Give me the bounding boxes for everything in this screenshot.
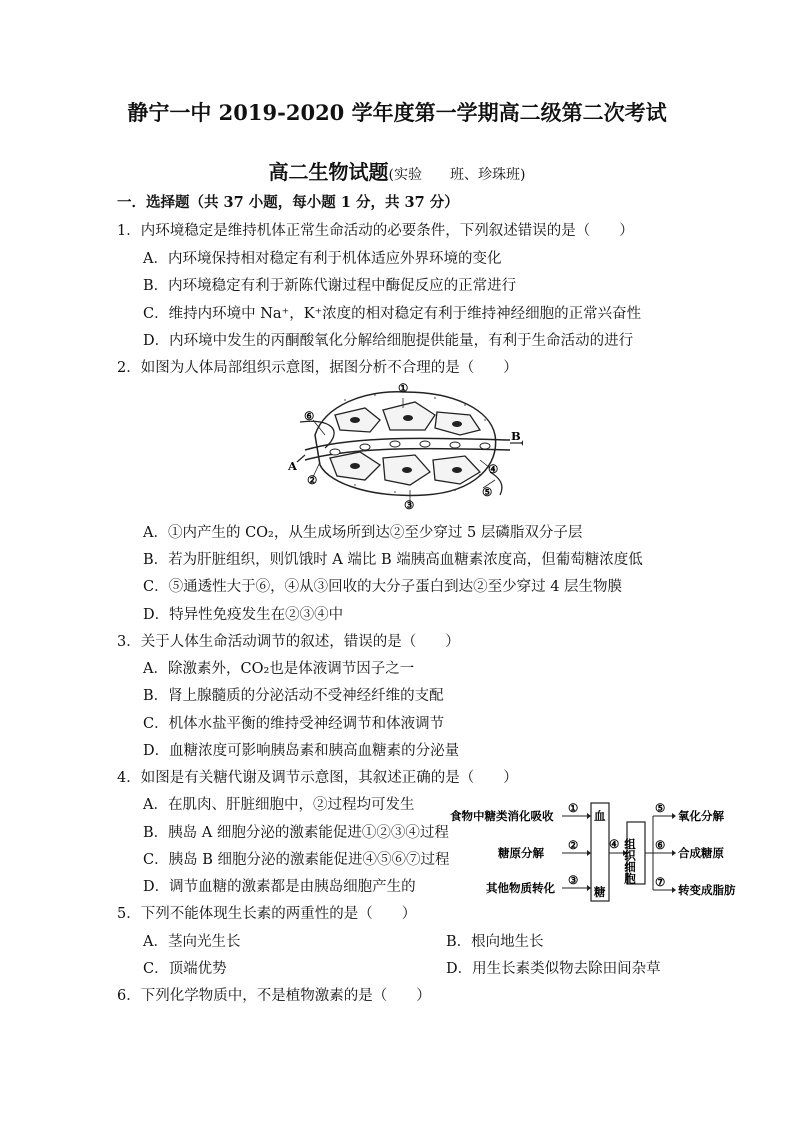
option: A．除激素外，CO₂也是体液调节因子之一 bbox=[143, 661, 415, 677]
label-6: ⑥ bbox=[304, 409, 315, 423]
tissue-diagram bbox=[285, 380, 525, 510]
option: D．调节血糖的激素都是由胰岛细胞产生的 bbox=[143, 879, 416, 895]
question-stem: 4．如图是有关糖代谢及调节示意图，其叙述正确的是（ ） bbox=[117, 770, 518, 786]
option: B．胰岛 A 细胞分泌的激素能促进①②③④过程 bbox=[143, 825, 449, 841]
mark-1: ① bbox=[568, 801, 579, 815]
label-2: ② bbox=[307, 473, 318, 487]
option: C．顶端优势 bbox=[143, 961, 227, 977]
option: D．特异性免疫发生在②③④中 bbox=[143, 607, 344, 623]
option: B．根向地生长 bbox=[446, 934, 544, 950]
label-3: ③ bbox=[404, 498, 415, 510]
source-glycogenolysis: 糖原分解 bbox=[498, 846, 544, 860]
output-glycogen: 合成糖原 bbox=[678, 846, 724, 860]
option: C．胰岛 B 细胞分泌的激素能促进④⑤⑥⑦过程 bbox=[143, 852, 450, 868]
question-stem: 5．下列不能体现生长素的两重性的是（ ） bbox=[117, 906, 417, 922]
option: C．机体水盐平衡的维持受神经调节和体液调节 bbox=[143, 716, 445, 732]
mark-4: ④ bbox=[609, 837, 620, 851]
source-digestion: 食物中糖类消化吸收 bbox=[450, 809, 554, 823]
mark-3: ③ bbox=[568, 873, 579, 887]
label-1: ① bbox=[398, 381, 409, 395]
exam-subtitle bbox=[0, 156, 794, 185]
label-B: B bbox=[511, 429, 521, 443]
option: A．在肌肉、肝脏细胞中，②过程均可发生 bbox=[143, 797, 415, 813]
option: D．血糖浓度可影响胰岛素和胰高血糖素的分泌量 bbox=[143, 743, 460, 759]
subtitle-main: 高二生物试题 bbox=[268, 160, 389, 184]
label-4: ④ bbox=[488, 462, 499, 476]
option: A．①内产生的 CO₂，从生成场所到达②至少穿过 5 层磷脂双分子层 bbox=[143, 525, 583, 541]
exam-title: 静宁一中 2019-2020 学年度第一学期高二级第二次考试 bbox=[127, 100, 667, 125]
option: C．⑤通透性大于⑥，④从③回收的大分子蛋白到达②至少穿过 4 层生物膜 bbox=[143, 579, 623, 595]
mark-7: ⑦ bbox=[655, 875, 666, 889]
option: A．茎向光生长 bbox=[143, 934, 241, 950]
option: B．若为肝脏组织，则饥饿时 A 端比 B 端胰高血糖素浓度高，但葡萄糖浓度低 bbox=[143, 552, 643, 568]
option: C．维持内环境中 Na⁺，K⁺浓度的相对稳定有利于维持神经细胞的正常兴奋性 bbox=[143, 306, 642, 322]
question-stem: 1．内环境稳定是维持机体正常生命活动的必要条件，下列叙述错误的是（ ） bbox=[117, 223, 634, 239]
output-oxidation: 氧化分解 bbox=[678, 809, 724, 823]
output-fat: 转变成脂肪 bbox=[678, 883, 736, 897]
blood-char-1: 血 bbox=[594, 809, 606, 823]
option: A．内环境保持相对稳定有利于机体适应外界环境的变化 bbox=[143, 251, 502, 267]
question-stem: 6．下列化学物质中，不是植物激素的是（ ） bbox=[117, 988, 431, 1004]
label-A: A bbox=[288, 459, 297, 473]
sugar-metabolism-diagram bbox=[450, 800, 750, 905]
option: B．肾上腺髓质的分泌活动不受神经纤维的支配 bbox=[143, 688, 444, 704]
cell-label: 组织细胞 bbox=[623, 838, 637, 884]
question-stem: 3．关于人体生命活动调节的叙述，错误的是（ ） bbox=[117, 634, 460, 650]
mark-5: ⑤ bbox=[655, 801, 666, 815]
option: D．用生长素类似物去除田间杂草 bbox=[446, 961, 661, 977]
blood-char-2: 糖 bbox=[594, 885, 606, 899]
question-stem: 2．如图为人体局部组织示意图，据图分析不合理的是（ ） bbox=[117, 360, 518, 376]
section-heading: 一．选择题（共 37 小题，每小题 1 分，共 37 分） bbox=[117, 194, 459, 211]
subtitle-note: (实验 班、珍珠班) bbox=[388, 167, 526, 183]
option: B．内环境稳定有利于新陈代谢过程中酶促反应的正常进行 bbox=[143, 278, 517, 294]
label-5: ⑤ bbox=[482, 485, 493, 499]
mark-2: ② bbox=[568, 838, 579, 852]
option: D．内环境中发生的丙酮酸氧化分解给细胞提供能量，有利于生命活动的进行 bbox=[143, 333, 634, 349]
source-conversion: 其他物质转化 bbox=[486, 881, 555, 895]
mark-6: ⑥ bbox=[655, 838, 666, 852]
